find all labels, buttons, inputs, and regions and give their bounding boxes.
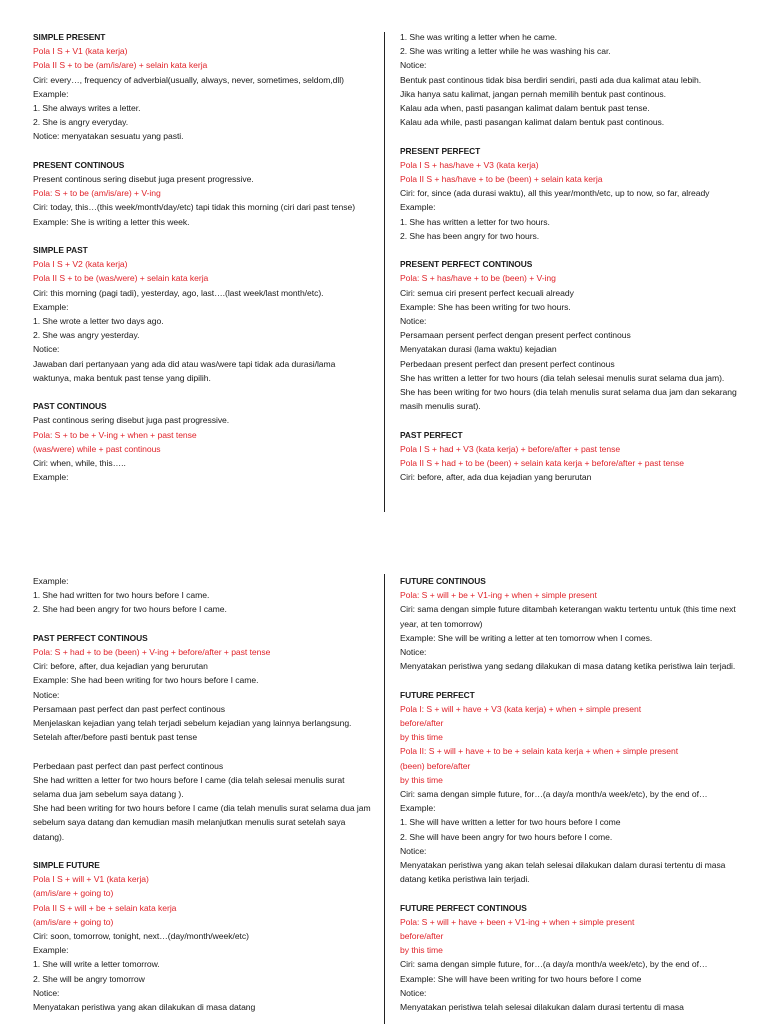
- text-line: Example: She has been writing for two hours.: [400, 301, 571, 312]
- formula-line: Pola: S + will + have + been + V1-ing + when + simple present: [400, 916, 635, 927]
- formula-line: Pola I S + has/have + V3 (kata kerja): [400, 159, 539, 170]
- blank-line: [400, 886, 745, 900]
- text-line: She has been writing for two hours (dia telah menulis surat selama dua jam dan sekarang masih menulis surat).: [400, 387, 737, 412]
- text-line: 2. She is angry everyday.: [33, 117, 129, 128]
- text-line: 2. She has been angry for two hours.: [400, 230, 540, 241]
- text-line: She had written a letter for two hours before I came (dia telah selesai menulis surat selama dua jam sebelum saya datang ).: [33, 774, 345, 800]
- formula-line: Pola II S + will + be + selain kata kerja: [33, 902, 177, 913]
- text-line: Ciri: sama dengan simple future ditambah keterangan waktu tertentu untuk (this time next year, at ten tomorrow): [400, 604, 736, 629]
- text-line: Example:: [33, 301, 69, 312]
- text-line: Example:: [400, 202, 436, 213]
- text-line: Notice:: [33, 689, 60, 700]
- text-line: Notice:: [33, 344, 60, 355]
- blank-line: [400, 129, 745, 143]
- text-line: 2. She was angry yesterday.: [33, 330, 140, 341]
- text-line: 1. She will have written a letter for two hours before I come: [400, 817, 621, 828]
- text-line: Ciri: before, after, ada dua kejadian yang berurutan: [400, 472, 592, 483]
- text-line: Persamaan persent perfect dengan present perfect continous: [400, 330, 631, 341]
- text-line: Present continous sering disebut juga present progressive.: [33, 174, 254, 185]
- text-line: She has written a letter for two hours (dia telah selesai menulis surat selama dua jam).: [400, 372, 725, 383]
- section-heading: SIMPLE FUTURE: [33, 860, 100, 871]
- left-column: [33, 574, 373, 1014]
- text-line: Menyatakan peristiwa yang akan telah selesai dilakukan dalam durasi tertentu di masa datang ketika peristiwa lain terjadi.: [400, 860, 726, 885]
- section-heading: PAST CONTINOUS: [33, 401, 107, 412]
- text-line: Notice:: [400, 316, 427, 327]
- text-line: 1. She wrote a letter two days ago.: [33, 316, 164, 327]
- text-line: 2. She was writing a letter while he was washing his car.: [400, 46, 611, 57]
- text-line: Example:: [33, 472, 69, 483]
- formula-line: before/after: [400, 931, 444, 942]
- text-line: 1. She had written for two hours before I came.: [33, 590, 210, 601]
- text-line: Ciri: sama dengan simple future, for…(a day/a month/a week/etc), by the end of…: [400, 959, 708, 970]
- formula-line: Pola II S + has/have + to be (been) + selain kata kerja: [400, 174, 603, 185]
- formula-line: Pola I S + had + V3 (kata kerja) + before/after + past tense: [400, 443, 621, 454]
- section-heading: FUTURE PERFECT CONTINOUS: [400, 902, 527, 913]
- text-line: Past continous sering disebut juga past progressive.: [33, 415, 230, 426]
- formula-line: by this time: [400, 774, 443, 785]
- text-line: Persamaan past perfect dan past perfect continous: [33, 703, 225, 714]
- text-line: Notice:: [400, 987, 427, 998]
- text-line: Example: She will be writing a letter at ten tomorrow when I comes.: [400, 632, 653, 643]
- text-line: Notice: menyatakan sesuatu yang pasti.: [33, 131, 184, 142]
- text-line: Perbedaan present perfect dan present perfect continous: [400, 358, 615, 369]
- blank-line: [33, 744, 373, 758]
- column-divider: [384, 32, 385, 516]
- text-line: Example: She will have been writing for two hours before I come: [400, 973, 642, 984]
- text-line: Example: She is writing a letter this week.: [33, 216, 190, 227]
- formula-line: Pola II S + to be (was/were) + selain kata kerja: [33, 273, 209, 284]
- blank-line: [33, 144, 373, 158]
- text-line: Menyatakan peristiwa yang sedang dilakukan di masa datang ketika peristiwa lain terjadi.: [400, 661, 736, 672]
- formula-line: (am/is/are + going to): [33, 888, 114, 899]
- section-heading: PRESENT PERFECT: [400, 145, 481, 156]
- text-line: Menyatakan peristiwa telah selesai dilakukan dalam durasi tertentu di masa: [400, 1002, 684, 1013]
- text-line: 1. She was writing a letter when he came.: [400, 32, 558, 42]
- formula-line: Pola II: S + will + have + to be + selain kata kerja + when + simple present: [400, 746, 679, 757]
- document-page-bottom: [0, 512, 768, 1024]
- section-heading: SIMPLE PAST: [33, 245, 88, 256]
- text-line: Example:: [33, 945, 69, 956]
- text-line: 2. She will have been angry for two hours before I come.: [400, 831, 613, 842]
- right-column: [400, 30, 745, 484]
- section-heading: PAST PERFECT CONTINOUS: [33, 632, 148, 643]
- text-line: Menyatakan durasi (lama waktu) kejadian: [400, 344, 557, 355]
- text-line: Menyatakan peristiwa yang akan dilakukan di masa datang: [33, 1002, 256, 1013]
- text-line: Example:: [33, 88, 69, 99]
- formula-line: Pola I: S + will + have + V3 (kata kerja) + when + simple present: [400, 703, 642, 714]
- text-line: Jika hanya satu kalimat, jangan pernah memilih bentuk past continous.: [400, 88, 666, 99]
- blank-line: [400, 413, 745, 427]
- text-line: Notice:: [400, 60, 427, 71]
- text-line: Ciri: soon, tomorrow, tonight, next…(day/month/week/etc): [33, 931, 249, 942]
- formula-line: by this time: [400, 732, 443, 743]
- text-line: Jawaban dari pertanyaan yang ada did atau was/were tapi tidak ada durasi/lama waktunya, maka bentuk past tense yang dipilih.: [33, 358, 336, 383]
- formula-line: Pola: S + has/have + to be (been) + V-ing: [400, 273, 556, 284]
- formula-line: by this time: [400, 945, 443, 956]
- formula-line: Pola I S + will + V1 (kata kerja): [33, 874, 149, 885]
- text-line: Example:: [33, 576, 69, 586]
- text-line: Kalau ada while, pasti pasangan kalimat dalam bentuk past continous.: [400, 117, 665, 128]
- text-line: Bentuk past continous tidak bisa berdiri sendiri, pasti ada dua kalimat atau lebih.: [400, 74, 702, 85]
- text-line: Ciri: every…, frequency of adverbial(usually, always, never, sometimes, seldom,dll): [33, 74, 344, 85]
- blank-line: [400, 673, 745, 687]
- blank-line: [33, 617, 373, 631]
- text-line: 1. She will write a letter tomorrow.: [33, 959, 160, 970]
- left-column: [33, 30, 373, 484]
- text-line: Ciri: for, since (ada durasi waktu), all this year/month/etc, up to now, so far, already: [400, 188, 710, 199]
- section-heading: PRESENT PERFECT CONTINOUS: [400, 259, 533, 270]
- text-line: Ciri: today, this…(this week/month/day/etc) tapi tidak this morning (ciri dari past tense): [33, 202, 356, 213]
- blank-line: [33, 385, 373, 399]
- text-line: 2. She had been angry for two hours before I came.: [33, 604, 227, 615]
- section-heading: PRESENT CONTINOUS: [33, 159, 125, 170]
- text-line: Example: She had been writing for two hours before I came.: [33, 675, 259, 686]
- section-heading: FUTURE PERFECT: [400, 689, 475, 700]
- formula-line: before/after: [400, 718, 444, 729]
- formula-line: Pola I S + V2 (kata kerja): [33, 259, 128, 270]
- text-line: She had been writing for two hours before I came (dia telah menulis surat selama dua jam sebelum saya datang dan kemudian masih melanjutkan menulis surat setelah saya datang).: [33, 803, 371, 842]
- formula-line: Pola: S + had + to be (been) + V-ing + before/after + past tense: [33, 647, 271, 657]
- blank-line: [33, 229, 373, 243]
- formula-line: Pola: S + to be (am/is/are) + V-ing: [33, 188, 161, 199]
- text-line: 1. She has written a letter for two hours.: [400, 216, 550, 227]
- text-line: Ciri: semua ciri present perfect kecuali already: [400, 287, 574, 298]
- text-line: Menjelaskan kejadian yang telah terjadi sebelum kejadian yang lainnya berlangsung.: [33, 718, 352, 729]
- section-heading: PAST PERFECT: [400, 429, 463, 440]
- text-line: 2. She will be angry tomorrow: [33, 973, 145, 984]
- text-line: Ciri: before, after, dua kejadian yang berurutan: [33, 661, 208, 672]
- text-line: Notice:: [400, 647, 427, 658]
- text-line: Ciri: when, while, this…..: [33, 458, 126, 469]
- section-heading: SIMPLE PRESENT: [33, 32, 106, 42]
- section-heading: FUTURE CONTINOUS: [400, 576, 486, 586]
- text-line: Ciri: sama dengan simple future, for…(a day/a month/a week/etc), by the end of…: [400, 789, 708, 800]
- text-line: Notice:: [400, 845, 427, 856]
- formula-line: Pola I S + V1 (kata kerja): [33, 46, 128, 57]
- blank-line: [33, 844, 373, 858]
- blank-line: [400, 243, 745, 257]
- formula-line: (am/is/are + going to): [33, 916, 114, 927]
- text-line: Notice:: [33, 987, 60, 998]
- formula-line: (was/were) while + past continous: [33, 443, 161, 454]
- right-column: [400, 574, 745, 1014]
- text-line: Setelah after/before pasti bentuk past tense: [33, 732, 198, 743]
- formula-line: Pola II S + to be (am/is/are) + selain kata kerja: [33, 60, 208, 71]
- text-line: Perbedaan past perfect dan past perfect continous: [33, 760, 224, 771]
- text-line: Example:: [400, 803, 436, 814]
- formula-line: (been) before/after: [400, 760, 471, 771]
- formula-line: Pola: S + will + be + V1-ing + when + simple present: [400, 590, 597, 601]
- formula-line: Pola: S + to be + V-ing + when + past tense: [33, 429, 197, 440]
- formula-line: Pola II S + had + to be (been) + selain kata kerja + before/after + past tense: [400, 458, 684, 469]
- text-line: Ciri: this morning (pagi tadi), yesterday, ago, last….(last week/last month/etc).: [33, 287, 324, 298]
- text-line: 1. She always writes a letter.: [33, 103, 141, 114]
- column-divider: [384, 574, 385, 1024]
- text-line: Kalau ada when, pasti pasangan kalimat dalam bentuk past tense.: [400, 103, 650, 114]
